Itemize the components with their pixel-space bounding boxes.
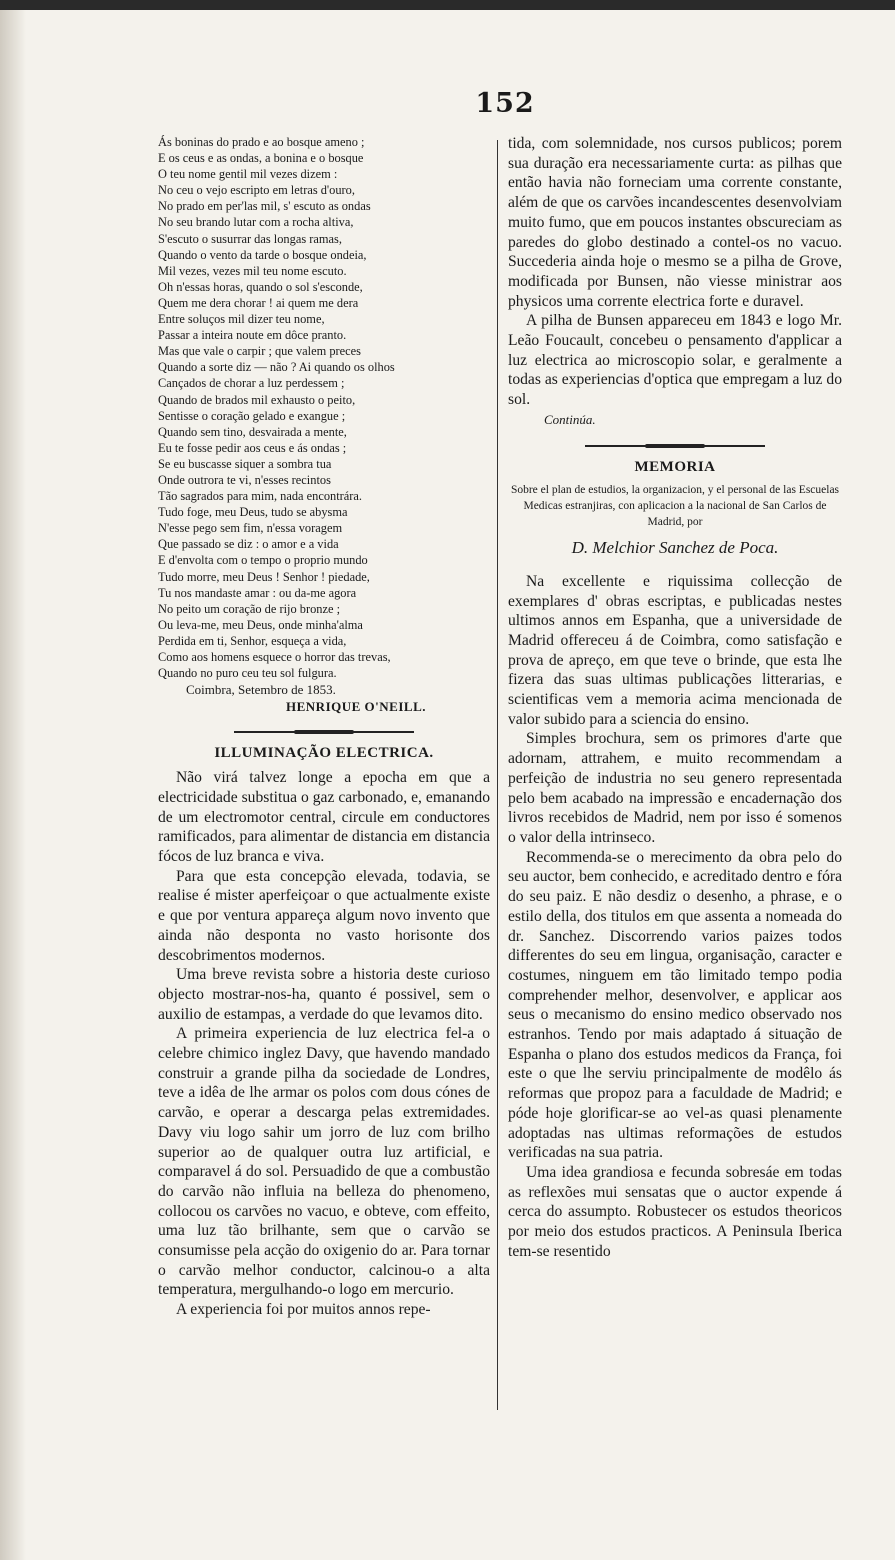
article-paragraph: Na excellente e riquissima collecção de exemplares d' obras escriptas, e publicadas nestes ultimos annos em Espanha, que a universidade de Madrid offereceu á de Coimbra, como satisfação e prova de apreço, em que teve o brinde, que esta lhe fizera das suas ultimas publicações litterarias, e scientificas vem a memoria acima mencionada de valor subido para a sciencia do ensino.: [508, 572, 842, 728]
right-column: [508, 134, 842, 1261]
scan-top-border: [0, 0, 895, 10]
article-paragraph: A primeira experiencia de luz electrica fel-a o celebre chimico inglez Davy, que havendo mandado construir a grande pilha da sociedade de Londres, teve a idêa de lhe armar os polos com dous cónes de carvão, e operar a descarga pelas extremidades. Davy viu logo sahir um jorro de luz com brilho superior ao de qualquer outra luz artificial, e comparavel á do sol. Persuadido de que a combustão do carvão não influia na belleza do phenomeno, collocou os carvões no vacuo, e obteve, com effeito, uma luz tão brilhante, sem que o carvão se consumisse pela acção do oxigenio do ar. Para tornar o carvão melhor conductor, calcinou-o a alta temperatura, mergulhando-o logo em mercurio.: [158, 1025, 490, 1299]
article-paragraph: Uma breve revista sobre a historia deste curioso objecto mostrar-nos-ha, quanto é possivel, sem o auxilio de estampas, a verdade do que levamos dito.: [158, 966, 490, 1023]
poem-line: Entre soluços mil dizer teu nome,: [158, 312, 325, 327]
poem-line: Onde outrora te vi, n'esses recintos: [158, 472, 331, 487]
poem-line: E os ceus e as ondas, a bonina e o bosque: [158, 151, 364, 166]
article-title-illuminacao: ILLUMINAÇÃO ELECTRICA.: [214, 745, 434, 762]
poem-line: No peito um coração de rijo bronze ;: [158, 601, 341, 616]
poem-line: Que passado se diz : o amor e a vida: [158, 537, 339, 552]
poem-line: Quando sem tino, desvairada a mente,: [158, 424, 347, 439]
poem-line: Mas que vale o carpir ; que valem preces: [158, 344, 361, 359]
poem-line: Oh n'essas horas, quando o sol s'esconde,: [158, 279, 363, 294]
section-divider: [234, 729, 414, 735]
poem-line: Eu te fosse pedir aos ceus e ás ondas ;: [158, 440, 347, 455]
poem-line: Mil vezes, vezes mil teu nome escuto.: [158, 263, 347, 278]
book-gutter: [0, 10, 26, 1560]
poem-signature: HENRIQUE O'NEILL.: [286, 699, 426, 715]
article-author: D. Melchior Sanchez de Poca.: [571, 537, 779, 557]
article-paragraph: A pilha de Bunsen appareceu em 1843 e logo Mr. Leão Foucault, concebeu o pensamento d'applicar a luz electrica ao microscopio solar, e geralmente a todas as experiencias d'optica que empregam a luz do sol.: [508, 312, 842, 409]
section-divider: [585, 443, 765, 449]
poem-line: Perdida em ti, Senhor, esqueça a vida,: [158, 633, 347, 648]
poem-line: No seu brando lutar com a rocha altiva,: [158, 215, 354, 230]
column-divider: [497, 140, 498, 1410]
poem-line: S'escuto o susurrar das longas ramas,: [158, 231, 342, 246]
poem-line: Tu nos mandaste amar : ou da-me agora: [158, 585, 357, 600]
poem-line: Se eu buscasse siquer a sombra tua: [158, 456, 332, 471]
poem-line: No prado em per'las mil, s' escuto as ondas: [158, 199, 371, 214]
article-paragraph: Não virá talvez longe a epocha em que a electricidade substitua o gaz carbonado, e, emanando de um electromotor central, circule em conductores ramificados, para alimentar de distancia em distancia fócos de luz branca e viva.: [158, 769, 490, 865]
poem-line: Tudo morre, meu Deus ! Senhor ! piedade,: [158, 569, 370, 584]
article-title-memoria: MEMORIA: [634, 458, 716, 475]
article-paragraph: Simples brochura, sem os primores d'arte que adornam, attrahem, e muito recommendam a perfeição de industria no seu genero representada pelo bem acabado na impressão e encadernação dos livros recebidos de Madrid, nem por isso é somenos o valor della intrinseco.: [508, 730, 842, 846]
poem-line: Tudo foge, meu Deus, tudo se abysma: [158, 505, 348, 520]
poem-line: Tão sagrados para mim, nada encontrára.: [158, 489, 363, 504]
poem-line: Quem me dera chorar ! ai quem me dera: [158, 295, 359, 310]
poem-line: Ou leva-me, meu Deus, onde minha'alma: [158, 617, 363, 632]
poem: [158, 134, 490, 681]
article-continuation: tida, com solemnidade, nos cursos publicos; porem sua duração era necessariamente curta: as pilhas que então havia não forneciam uma corrente constante, além de que os carvões incandescentes desenvolviam muito fumo, que em poucos instantes obscureciam as paredes do globo destinado a contel-os no vacuo. Succederia ainda hoje o mesmo se a pilha de Grove, modificada por Bunsen, não viesse ministrar aos physicos uma corrente electrica forte e duravel.: [508, 135, 842, 310]
page-number: 152: [475, 88, 535, 119]
left-column: [158, 134, 490, 1320]
poem-line: Quando no puro ceu teu sol fulgura.: [158, 666, 337, 681]
poem-line: Quando o vento da tarde o bosque ondeia,: [158, 247, 367, 262]
poem-line: N'esse pego sem fim, n'essa voragem: [158, 521, 343, 536]
article-paragraph: Uma idea grandiosa e fecunda sobresáe em todas as reflexões mui sensatas que o auctor expende á cerca do assumpto. Robustecer os estudos theoricos por meio dos estudos practicos. A Peninsula Iberica tem-se resentido: [508, 1163, 842, 1260]
poem-line: Passar a inteira noute em dôce pranto.: [158, 328, 347, 343]
poem-line: Quando a sorte diz — não ? Ai quando os olhos: [158, 360, 395, 375]
poem-dateline: Coimbra, Setembro de 1853.: [186, 682, 336, 698]
poem-line: Quando de brados mil exhausto o peito,: [158, 392, 356, 407]
article-paragraph: Recommenda-se o merecimento da obra pelo do seu auctor, bem conhecido, e acreditado dentro e fóra do seu paiz. E não desdiz o desenho, a phrase, e o estilo della, dos titulos em que assenta a nomeada do dr. Sanchez. Discorrendo varios paizes todos differentes do seu em lingua, organisação, caracter e costumes, ninguem em tão limitado tempo podia comprehender melhor, desenvolver, e applicar aos seus o mecanismo do ensino medico observado nos estranhos. Tendo por mais adaptado á situação de Espanha o plano dos estudos medicos da França, foi este o que lhe serviu principalmente de modêlo ás reformas que propoz para a faculdade de Madrid; e póde hoje glorificar-se ao vel-as quasi plenamente adoptadas nas ultimas reformações de estudos verificadas na sua patria.: [508, 848, 842, 1162]
article-subtitle: Sobre el plan de estudios, la organizacion, y el personal de las Escuelas Medicas estranjiras, con aplicacion a la nacional de San Carlos de Madrid, por: [510, 483, 840, 528]
poem-line: No ceu o vejo escripto em letras d'ouro,: [158, 183, 355, 198]
poem-line: Como aos homens esquece o horror das trevas,: [158, 650, 391, 664]
article-paragraph: A experiencia foi por muitos annos repe-: [176, 1301, 431, 1319]
continua-note: Continúa.: [544, 411, 596, 427]
poem-line: E d'envolta com o tempo o proprio mundo: [158, 553, 368, 568]
article-paragraph: Para que esta concepção elevada, todavia, se realise é mister aperfeiçoar o que actualmente existe e que por ventura appareça algum novo invento que ainda não desponta no vasto horisonte dos descobrimentos modernos.: [158, 867, 490, 964]
poem-line: O teu nome gentil mil vezes dizem :: [158, 167, 338, 182]
poem-line: Sentisse o coração gelado e exangue ;: [158, 408, 346, 423]
poem-line: Ás boninas do prado e ao bosque ameno ;: [158, 135, 365, 149]
poem-line: Cançados de chorar a luz perdessem ;: [158, 376, 345, 391]
